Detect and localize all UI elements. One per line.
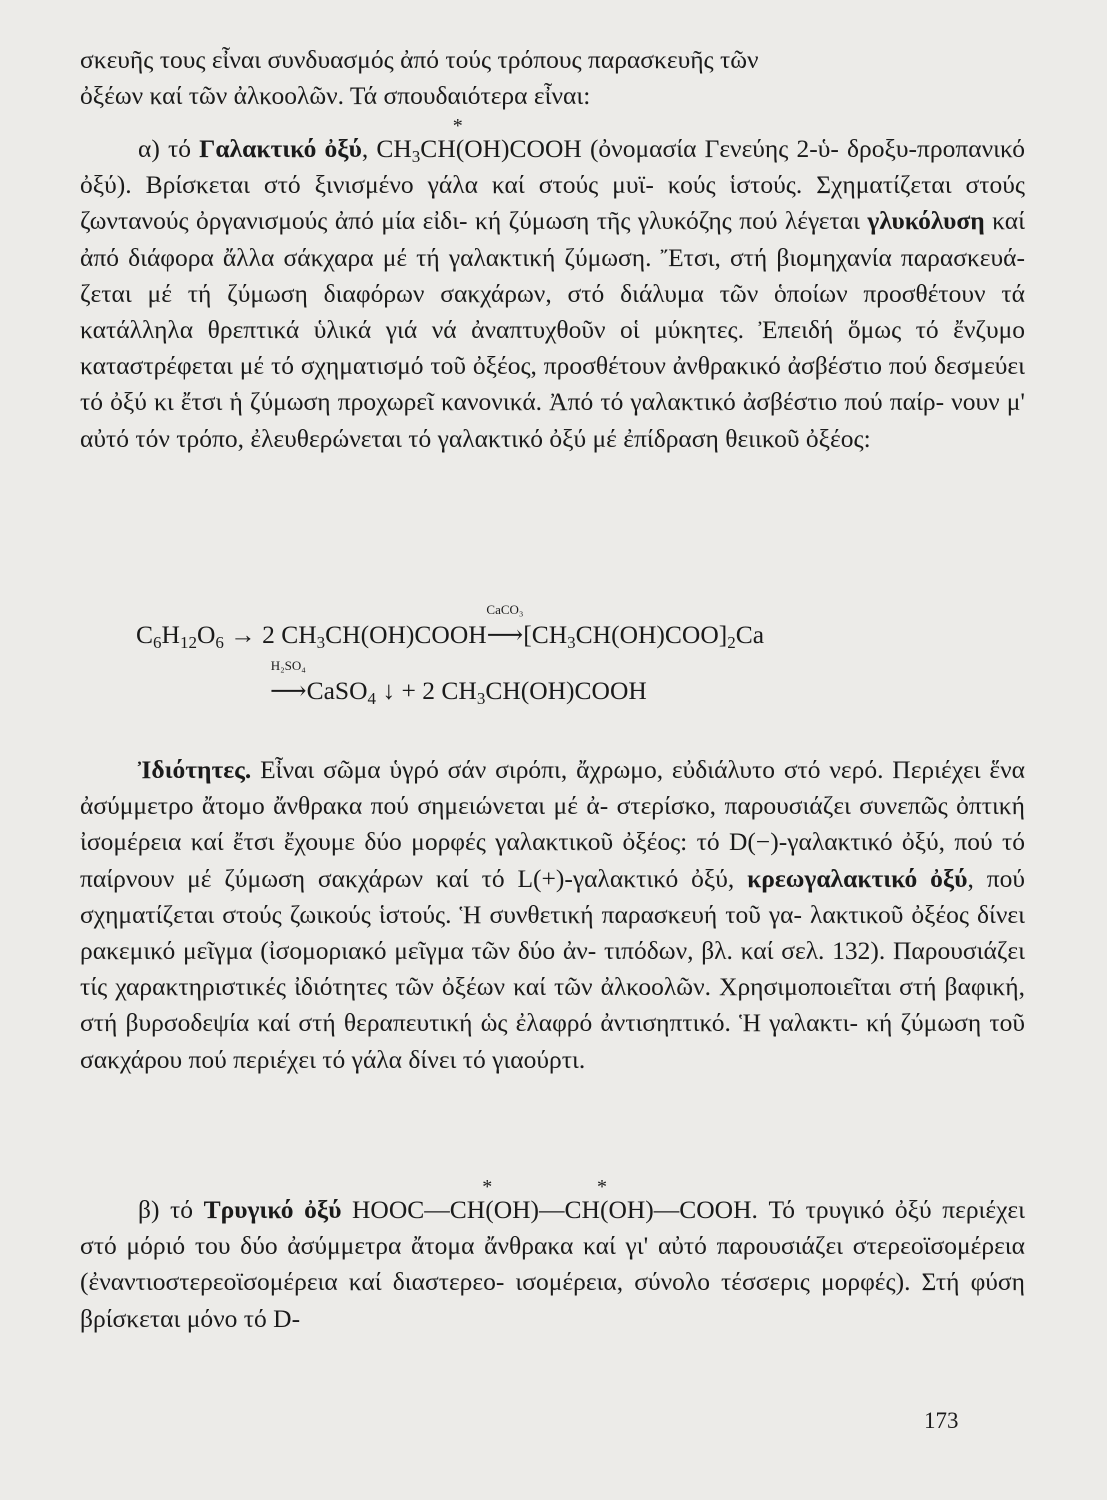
tartaric-formula-part: H(OH)— [466,1195,565,1224]
formula-subscript: 3 [567,633,576,652]
item-alpha-label: α) τό [138,134,200,163]
lactic-formula-part: , CH [361,134,412,163]
formula-subscript: 12 [179,633,197,652]
formula-part: CH(OH)COOH [325,620,487,649]
sarcolactic-term: κρεωγαλακτικό ὀξύ [747,863,968,893]
formula-part: Ca [735,620,765,649]
tartaric-acid-term: Τρυγικό ὀξύ [203,1195,342,1224]
arrow-icon: ⟶ [270,676,307,705]
formula-subscript: 3 [316,633,326,652]
intro-line-1: σκευῆς τους εἶναι συνδυασμός ἀπό τούς τρόπους παρασκευῆς τῶν [80,45,759,74]
formula-part: CH(OH)COOH [485,676,647,705]
lactic-description-rest: καί ἀπό διάφορα ἄλλα σάκχαρα μέ τή γαλακτική ζύμωση. Ἔτσι, στή βιομηχανία παρασκευά- ζεται μέ τή ζύμωση διαφόρων σακχάρων, στό διάλυμα τῶν ὁποίων προσθέτουν τά κατάλληλα θρεπτικά ὑλικά γιά νά ἀναπτυχθοῦν οἱ μύκητες. Ἐπειδή ὅμως τό ἔνζυμο καταστρέφεται μέ τό σχηματισμό τοῦ ὀξέος, προσθέτουν ἀνθρακικό ἀσβέστιο πού δεσμεύει τό ὀξύ κι ἔτσι ἡ ζύμωση προχωρεῖ κανονικά. Ἀπό τό γαλακτικό ἀσβέστιο πού παίρ- νουν μ' αὐτό τόν τρόπο, ἐλευθερώνεται τό γαλακτικό ὀξύ μέ ἐπίδραση θειικοῦ ὀξέος: [80,206,1025,453]
formula-subscript: 3 [476,689,486,708]
formula-part: C [136,620,154,649]
properties-heading: Ἰδιότητες. [138,755,252,784]
asymmetric-carbon: * C [420,134,437,163]
glycolysis-term: γλυκόλυση [867,206,985,236]
lactic-acid-term: Γαλακτικό ὀξύ [199,134,362,163]
reaction-arrow [486,602,524,650]
formula-part: ↓ + 2 CH [376,676,477,705]
formula-subscript: 2 [727,633,736,652]
reaction-arrow [270,658,307,706]
tartaric-formula-part: HOOC— [341,1195,450,1224]
formula-subscript: 6 [215,633,224,652]
tartaric-description: H(OH)—COOH. Τό τρυγικό ὀξύ περιέχει στό μόριό του δύο ἀσύμμετρα ἄτομα ἄνθρακα καί γι' αὐτό παρουσιάζει στερεοϊσομέρεια (ἐναντιοστερεοϊσομέρεια καί διαστερεο- ισομέρεια, σύνολο τέσσερις μορφές). Στή φύση βρίσκεται μόνο τό D- [80,1195,1025,1333]
formula-part: CaSO [306,676,368,705]
page-number: 173 [924,1408,959,1433]
arrow-icon: ⟶ [486,620,524,649]
asymmetric-carbon: * C [450,1195,467,1224]
formula-part: H [161,620,180,649]
intro-paragraph [80,42,1025,114]
lactic-description: δροξυ-προπανικό ὀξύ). Βρίσκεται στό ξινισμένο γάλα καί στούς μυϊ- κούς ἱστούς. Σχηματίζεται στούς ζωντανούς ὀργανισμούς ἀπό μία εἰδι- κή ζύμωση τῆς γλυκόζης πού λέγεται [80,134,1026,236]
equation-line-1 [136,602,765,652]
formula-subscript: 4 [367,689,376,708]
lactic-acid-text [80,131,1025,457]
lactic-formula-part: H(OH)COOH (ὀνομασία Γενεύης 2-ὑ- [437,134,839,163]
intro-line-2: ὀξέων καί τῶν ἀλκοολῶν. Τά σπουδαιότερα εἶναι: [80,81,591,111]
properties-text-part: Εἶναι σῶμα ὑγρό σάν σιρόπι, ἄχρωμο, εὐδιάλυτο στό νερό. Περιέχει ἕνα ἀσύμμετρο ἄτομο ἄνθρακα πού σημειώνεται μέ ἀ- στερίσκο, παρουσιάζει συνεπῶς ὀπτική ἰσομέρεια καί ἔτσι ἔχουμε δύο μορφές γαλακτικοῦ ὀξέος: τό D(−)-γαλακτικό ὀξύ, πού τό παίρνουν μέ ζύμωση σακχάρων καί τό L(+)-γαλακτικό ὀξύ, [80,755,1025,893]
equation-line-2 [270,658,647,708]
formula-subscript: 6 [153,633,162,652]
item-beta-label: β) τό [138,1195,204,1224]
reagent-label: H₂SO₄ [270,658,306,673]
formula-part: [CH [523,620,568,649]
formula-part: → 2 CH [223,620,317,649]
tartaric-acid-paragraph [80,1192,1025,1337]
tartaric-acid-text [80,1192,1025,1337]
formula-part: CH(OH)COO] [575,620,728,649]
properties-text [80,752,1025,1078]
asymmetric-carbon: * C [565,1195,582,1224]
formula-part: O [196,620,216,649]
lactic-acid-paragraph [80,131,1025,457]
properties-text-rest: , πού σχηματίζεται στούς ζωικούς ἱστούς. Ἡ συνθετική παρασκευή τοῦ γα- λακτικοῦ ὀξέος δίνει ρακεμικό μεῖγμα (ἰσομοριακό μεῖγμα τῶν δύο ἀν- τιπόδων, βλ. καί σελ. 132). Παρουσιάζει τίς χαρακτηριστικές ἰδιότητες τῶν ὀξέων καί τῶν ἀλκοολῶν. Χρησιμοποιεῖται στή βαφική, στή βυρσοδεψία καί στή θεραπευτική ὡς ἐλαφρό ἀντισηπτικό. Ἡ γαλακτι- κή ζύμωση τοῦ σακχάρου πού περιέχει τό γάλα δίνει τό γιαούρτι. [80,863,1025,1074]
properties-paragraph [80,752,1025,1078]
formula-subscript: 3 [411,147,421,166]
reagent-label: CaCO₃ [486,602,524,617]
